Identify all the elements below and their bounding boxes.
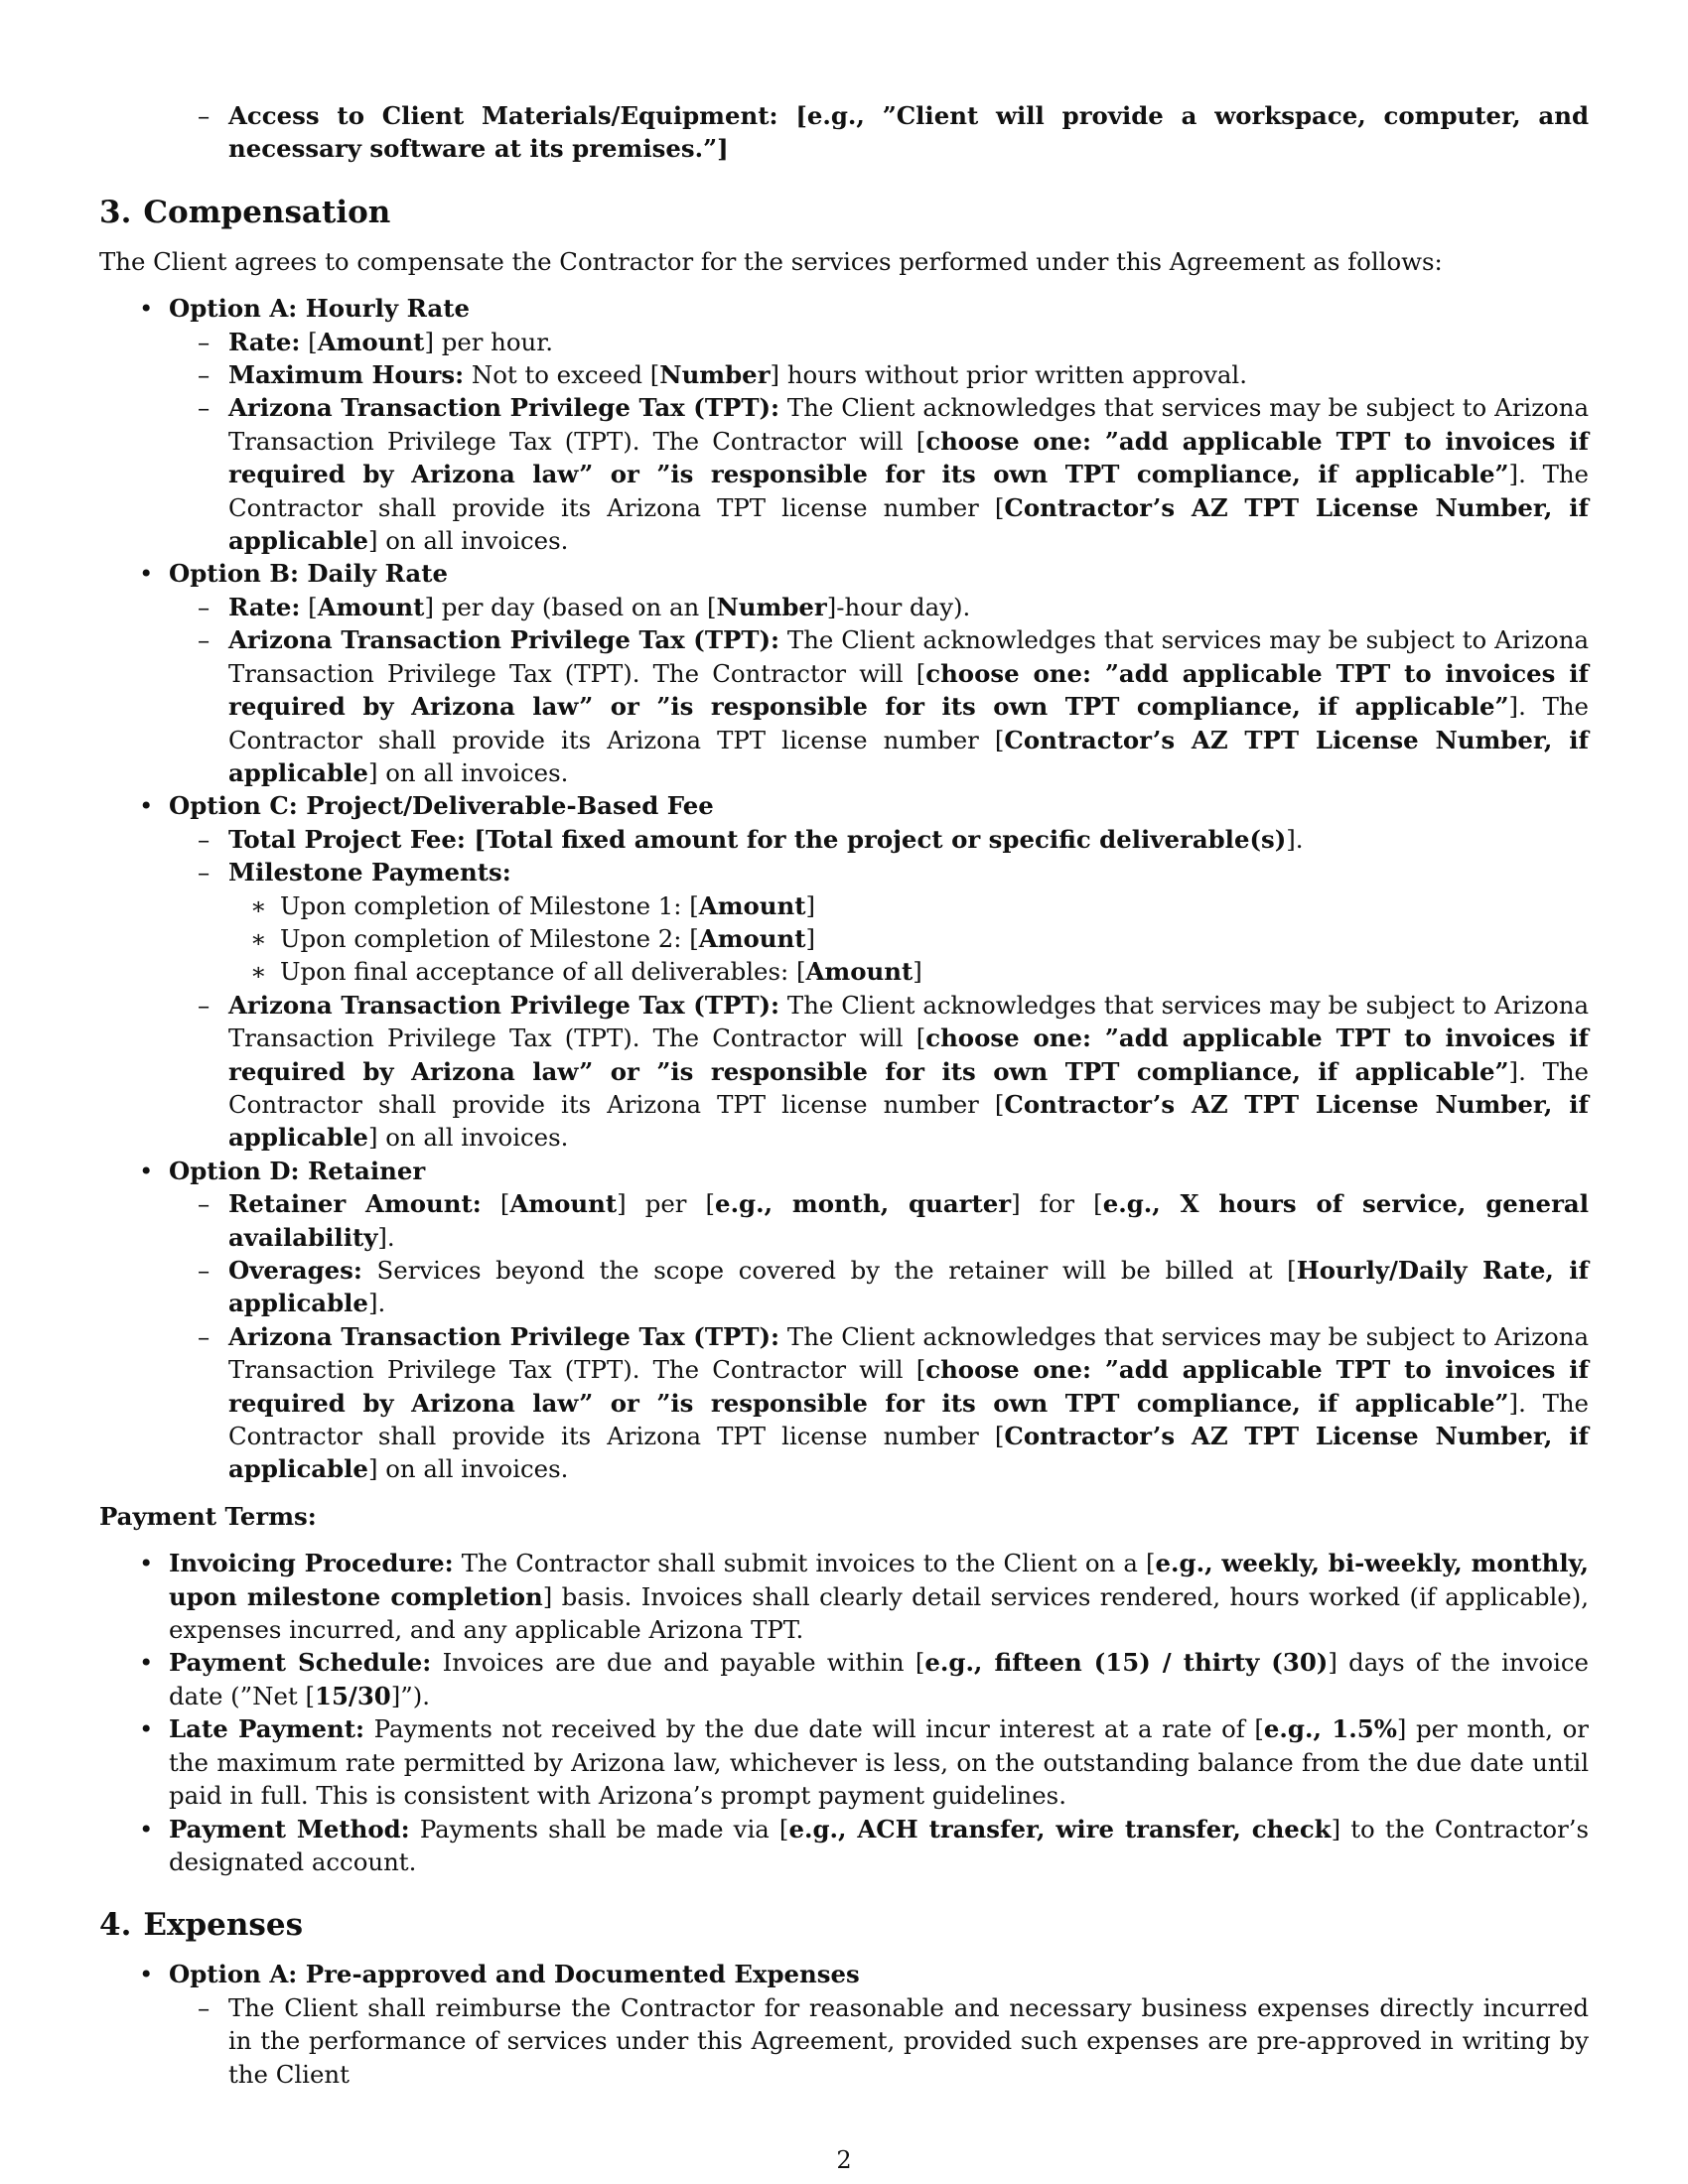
option-a-title: Option A: Hourly Rate xyxy=(169,294,470,324)
option-b-rate-label: Rate: xyxy=(228,592,301,621)
option-b-rate-amount: Amount xyxy=(317,592,425,621)
option-d-over-text: Services beyond the scope covered by the retainer will be billed at [ xyxy=(376,1256,1297,1285)
tpt-post: ] on all invoices. xyxy=(367,757,569,787)
tpt-mid: ]. The Contractor shall provide its Arizona TPT license number [ xyxy=(228,1388,1589,1451)
bullet-marker: • xyxy=(139,1648,154,1678)
star-marker: ∗ xyxy=(250,890,267,920)
option-b-rate-number: Number xyxy=(716,592,827,621)
option-a-max-number: Number xyxy=(659,360,771,390)
option-c-fee: – Total Project Fee: [Total fixed amount for the project or specific deliverable(s)]. xyxy=(99,823,1589,856)
tpt-label: Arizona Transaction Privilege Tax (TPT): xyxy=(228,1321,780,1351)
dash-marker: – xyxy=(198,327,211,356)
invoicing-post: ] basis. Invoices shall clearly detail services rendered, hours worked (if applicable), expenses incurred, and any applicable Arizona TPT. xyxy=(169,1581,1589,1645)
expenses-option-a-text xyxy=(99,1991,1589,2091)
bullet-marker: • xyxy=(139,791,154,821)
dash-marker: – xyxy=(198,101,211,130)
option-d-over-end: ]. xyxy=(367,1289,386,1318)
option-d-ret-scope: e.g., X hours of service, general availability xyxy=(228,1189,1589,1252)
option-b-title: Option B: Daily Rate xyxy=(169,559,449,589)
bullet-marker: • xyxy=(139,1814,154,1843)
compensation-intro: The Client agrees to compensate the Contractor for the services performed under this Agreement as follows: xyxy=(99,246,1443,276)
schedule-days: e.g., fifteen (15) / thirty (30) xyxy=(924,1648,1329,1678)
invoicing-freq: e.g., weekly, bi-weekly, monthly, upon milestone completion xyxy=(169,1549,1590,1611)
dash-marker: – xyxy=(198,1321,211,1351)
dash-marker: – xyxy=(198,592,211,621)
milestone-amount: Amount xyxy=(805,957,914,987)
bullet-marker: • xyxy=(139,559,154,589)
option-b-tpt xyxy=(99,623,1589,789)
tpt-pre: The Client acknowledges that services may be subject to Arizona Transaction Privilege Tax (TPT). The Contractor will [ xyxy=(228,625,1589,688)
tpt-post: ] on all invoices. xyxy=(367,1454,569,1484)
section-4-title: Expenses xyxy=(143,1907,304,1944)
milestone-item: ∗ Upon final acceptance of all deliverables: [Amount] xyxy=(99,955,1589,988)
option-a-rate-amount: Amount xyxy=(317,327,425,356)
access-label: Access to Client Materials/Equipment: xyxy=(228,101,778,130)
tpt-mid: ]. The Contractor shall provide its Arizona TPT license number [ xyxy=(228,692,1589,754)
tpt-label: Arizona Transaction Privilege Tax (TPT): xyxy=(228,625,780,655)
option-d-ret-end: ]. xyxy=(377,1222,395,1252)
option-d-ret-per: ] per [ xyxy=(617,1189,716,1219)
schedule-net: 15/30 xyxy=(314,1681,391,1710)
late-post: ] per month, or the maximum rate permitted by Arizona law, whichever is less, on the outstanding balance from the due date until paid in full. This is consistent with Arizona’s prompt payment guidelines. xyxy=(169,1714,1589,1811)
bullet-marker: • xyxy=(139,1960,154,1989)
tpt-license: Contractor’s AZ TPT License Number, if applicable xyxy=(228,1089,1589,1153)
option-c-milestones xyxy=(99,856,1589,888)
tpt-label: Arizona Transaction Privilege Tax (TPT): xyxy=(228,990,780,1020)
payment-method xyxy=(99,1813,1589,1879)
payment-schedule xyxy=(99,1646,1589,1712)
dash-marker: – xyxy=(198,858,211,887)
bullet-marker: • xyxy=(139,1714,154,1744)
option-d-ret-label: Retainer Amount: xyxy=(228,1189,482,1219)
tpt-choice: choose one: ”add applicable TPT to invoices if required by Arizona law” or ”is responsible for its own TPT compliance, if applicable” xyxy=(228,1355,1590,1418)
invoicing-pre: The Contractor shall submit invoices to the Client on a [ xyxy=(461,1549,1156,1578)
option-c-fee-label: Total Project Fee: xyxy=(228,824,466,854)
late-rate: e.g., 1.5% xyxy=(1263,1714,1397,1744)
schedule-label: Payment Schedule: xyxy=(169,1648,432,1678)
schedule-pre: Invoices are due and payable within [ xyxy=(442,1648,925,1678)
tpt-choice: choose one: ”add applicable TPT to invoices if required by Arizona law” or ”is responsible for its own TPT compliance, if applicable” xyxy=(228,658,1590,722)
bullet-marker: • xyxy=(139,294,154,324)
late-payment xyxy=(99,1712,1589,1812)
dash-marker: – xyxy=(198,1992,211,2022)
tpt-license: Contractor’s AZ TPT License Number, if applicable xyxy=(228,1422,1589,1484)
expenses-option-a-title: Option A: Pre-approved and Documented Expenses xyxy=(169,1960,860,1989)
bullet-marker: • xyxy=(139,1549,154,1578)
late-label: Late Payment: xyxy=(169,1714,365,1744)
tpt-pre: The Client acknowledges that services may be subject to Arizona Transaction Privilege Tax (TPT). The Contractor will [ xyxy=(228,990,1589,1053)
tpt-pre: The Client acknowledges that services may be subject to Arizona Transaction Privilege Tax (TPT). The Contractor will [ xyxy=(228,393,1589,456)
option-d-ret-amount: Amount xyxy=(509,1189,618,1219)
tpt-pre: The Client acknowledges that services may be subject to Arizona Transaction Privilege Tax (TPT). The Contractor will [ xyxy=(228,1321,1589,1385)
section-4-number: 4. xyxy=(99,1907,132,1944)
page-number: 2 xyxy=(836,2146,852,2174)
option-c-milestone-label: Milestone Payments: xyxy=(228,858,511,887)
option-a-rate: – Rate: [Amount] per hour. xyxy=(99,326,1589,358)
dash-marker: – xyxy=(198,990,211,1020)
tpt-choice: choose one: ”add applicable TPT to invoices if required by Arizona law” or ”is responsible for its own TPT compliance, if applicable” xyxy=(228,426,1590,489)
option-c-fee-value: Total fixed amount for the project or specific deliverable(s) xyxy=(485,824,1287,854)
option-a-max-pre: Not to exceed [ xyxy=(471,360,660,390)
tpt-mid: ]. The Contractor shall provide its Arizona TPT license number [ xyxy=(228,1056,1589,1119)
schedule-post: ]”). xyxy=(390,1681,431,1710)
option-d-tpt xyxy=(99,1320,1589,1486)
option-d-over-rate: Hourly/Daily Rate, if applicable xyxy=(228,1256,1589,1318)
dash-marker: – xyxy=(198,360,211,390)
option-a-max-label: Maximum Hours: xyxy=(228,360,465,390)
option-d-item xyxy=(99,1155,1589,1187)
tpt-post: ] on all invoices. xyxy=(367,1123,569,1153)
tpt-label: Arizona Transaction Privilege Tax (TPT): xyxy=(228,393,780,423)
option-d-retainer: – Retainer Amount: [Amount] per [e.g., month, quarter] for [e.g., X hours of service, general availability]. xyxy=(198,1189,1589,1252)
invoicing-label: Invoicing Procedure: xyxy=(169,1549,454,1578)
tpt-license: Contractor’s AZ TPT License Number, if applicable xyxy=(228,492,1589,556)
option-a-max-post: ] hours without prior written approval. xyxy=(770,360,1247,390)
section-3-title: Compensation xyxy=(143,194,391,230)
milestone-text: Upon completion of Milestone 1: [ xyxy=(280,890,699,920)
option-d-ret-for: ] for [ xyxy=(1011,1189,1103,1219)
option-a-rate-suffix: ] per hour. xyxy=(424,327,553,356)
option-b-rate-mid: ] per day (based on an [ xyxy=(424,592,717,621)
option-c-tpt xyxy=(99,989,1589,1155)
option-d-ret-period: e.g., month, quarter xyxy=(715,1189,1012,1219)
method-post: ] to the Contractor’s designated account. xyxy=(169,1814,1590,1876)
star-marker: ∗ xyxy=(250,923,267,953)
option-b-rate: – Rate: [Amount] per day (based on an [Number]-hour day). xyxy=(99,591,1589,623)
milestone-item: ∗ Upon completion of Milestone 1: [Amount] xyxy=(99,889,1589,922)
section-3-heading xyxy=(99,194,1589,231)
access-materials-item xyxy=(99,99,1589,166)
dash-marker: – xyxy=(198,824,211,854)
option-b-rate-post: ]-hour day). xyxy=(826,592,971,621)
method-value: e.g., ACH transfer, wire transfer, check xyxy=(788,1814,1332,1843)
tpt-post: ] on all invoices. xyxy=(367,526,569,556)
expenses-option-a-body: The Client shall reimburse the Contractor for reasonable and necessary business expenses directly incurred in the performance of services under this Agreement, provided such expenses are pre-approved in writing by the Client xyxy=(228,1992,1589,2089)
option-b-item xyxy=(99,557,1589,590)
milestone-amount: Amount xyxy=(698,923,806,953)
option-a-rate-label: Rate: xyxy=(228,327,301,356)
method-label: Payment Method: xyxy=(169,1814,410,1843)
late-pre: Payments not received by the due date will incur interest at a rate of [ xyxy=(373,1714,1264,1744)
payment-terms-heading: Payment Terms: xyxy=(99,1501,317,1531)
star-marker: ∗ xyxy=(250,957,267,987)
bullet-marker: • xyxy=(139,1156,154,1185)
option-d-over-label: Overages: xyxy=(228,1256,362,1285)
option-d-title: Option D: Retainer xyxy=(169,1156,426,1185)
expenses-option-a-item xyxy=(99,1958,1589,1990)
dash-marker: – xyxy=(198,393,211,423)
dash-marker: – xyxy=(198,1189,211,1219)
option-a-item xyxy=(99,292,1589,325)
milestone-text: Upon completion of Milestone 2: [ xyxy=(280,923,699,953)
tpt-license: Contractor’s AZ TPT License Number, if applicable xyxy=(228,725,1589,787)
tpt-choice: choose one: ”add applicable TPT to invoices if required by Arizona law” or ”is responsible for its own TPT compliance, if applicable” xyxy=(228,1024,1590,1086)
tpt-mid: ]. The Contractor shall provide its Arizona TPT license number [ xyxy=(228,460,1589,522)
section-3-number: 3. xyxy=(99,194,132,230)
document-page xyxy=(99,99,1589,2091)
option-c-title: Option C: Project/Deliverable-Based Fee xyxy=(169,791,714,821)
milestone-text: Upon final acceptance of all deliverables: [ xyxy=(280,957,806,987)
option-c-item xyxy=(99,789,1589,822)
section-4-heading xyxy=(99,1906,1589,1944)
option-d-overages xyxy=(99,1254,1589,1320)
milestone-item: ∗ Upon completion of Milestone 2: [Amount] xyxy=(99,922,1589,955)
schedule-mid: ] days of the invoice date (”Net [ xyxy=(169,1648,1589,1710)
access-text: [e.g., ”Client will provide a workspace, computer, and necessary software at its premises.”] xyxy=(228,101,1590,164)
option-a-tpt xyxy=(99,391,1589,557)
option-a-max-hours xyxy=(99,358,1589,391)
dash-marker: – xyxy=(198,625,211,655)
method-pre: Payments shall be made via [ xyxy=(419,1814,789,1843)
milestone-amount: Amount xyxy=(698,890,806,920)
dash-marker: – xyxy=(198,1256,211,1285)
invoicing-procedure xyxy=(99,1547,1589,1646)
